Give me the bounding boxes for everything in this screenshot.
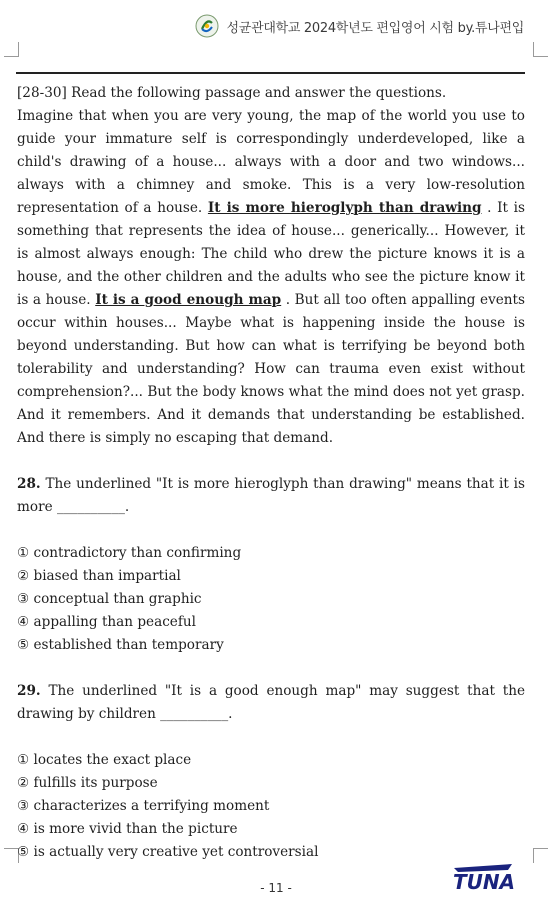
page-header <box>195 14 524 38</box>
header-title: 성균관대학교 2024학년도 편입영어 시험 by.튜나편입 <box>226 20 524 36</box>
crop-mark-top-right <box>533 42 548 57</box>
question-29-number: 29. <box>17 683 41 699</box>
option-item[interactable]: ② fulfills its purpose <box>17 775 158 791</box>
option-item[interactable]: ③ characterizes a terrifying moment <box>17 798 270 814</box>
underlined-phrase-2: It is a good enough map <box>95 292 282 308</box>
option-item[interactable]: ④ is more vivid than the picture <box>17 821 238 837</box>
option-item[interactable]: ② biased than impartial <box>17 568 181 584</box>
question-29-options <box>17 749 525 864</box>
spacer <box>17 450 525 473</box>
tuna-logo-text: TUNA <box>452 870 516 894</box>
spacer <box>17 726 525 749</box>
passage-text <box>17 105 525 450</box>
page-content <box>17 82 525 864</box>
tuna-logo-icon <box>452 862 516 894</box>
question-29 <box>17 680 525 726</box>
page-number: - 11 - <box>260 881 292 895</box>
underlined-phrase-1: It is more hieroglyph than drawing <box>207 200 482 216</box>
crop-mark-bottom-right <box>533 848 548 863</box>
question-28-number: 28. <box>17 476 41 492</box>
question-28-stem: The underlined "It is more hieroglyph than drawing" means that it is more __________. <box>17 476 525 515</box>
question-28-options <box>17 542 525 657</box>
option-item[interactable]: ⑤ is actually very creative yet controversial <box>17 844 319 860</box>
crop-mark-top-left <box>4 42 19 57</box>
option-item[interactable]: ① locates the exact place <box>17 752 192 768</box>
passage-part-2: . It is something that represents the idea of house... generically... However, it is almost always enough: The child who drew the picture knows it is a house, and the other children and the adults who see the picture know it is a house. <box>17 200 525 308</box>
passage-part-3: . But all too often appalling events occur within houses... Maybe what is happening inside the house is beyond understanding. But how can what is terrifying be beyond both tolerability and understanding? How can trauma even exist without comprehension?... But the body knows what the mind does not yet grasp. And it remembers. And it demands that understanding be established. And there is simply no escaping that demand. <box>17 292 525 446</box>
option-item[interactable]: ⑤ established than temporary <box>17 637 224 653</box>
option-item[interactable]: ④ appalling than peaceful <box>17 614 196 630</box>
option-item[interactable]: ③ conceptual than graphic <box>17 591 202 607</box>
question-29-stem: The underlined "It is a good enough map" may suggest that the drawing by children __________. <box>17 683 525 722</box>
option-item[interactable]: ① contradictory than confirming <box>17 545 242 561</box>
university-logo-icon <box>195 14 219 38</box>
spacer <box>17 519 525 542</box>
spacer <box>17 657 525 680</box>
question-28 <box>17 473 525 519</box>
passage-heading: [28-30] Read the following passage and answer the questions. <box>17 85 447 101</box>
header-rule <box>16 72 525 74</box>
passage-part-1: Imagine that when you are very young, the map of the world you use to guide your immature self is correspondingly underdeveloped, like a child's drawing of a house... always with a door and two windows... always with a chimney and smoke. This is a very low-resolution representation of a house. <box>17 108 525 216</box>
